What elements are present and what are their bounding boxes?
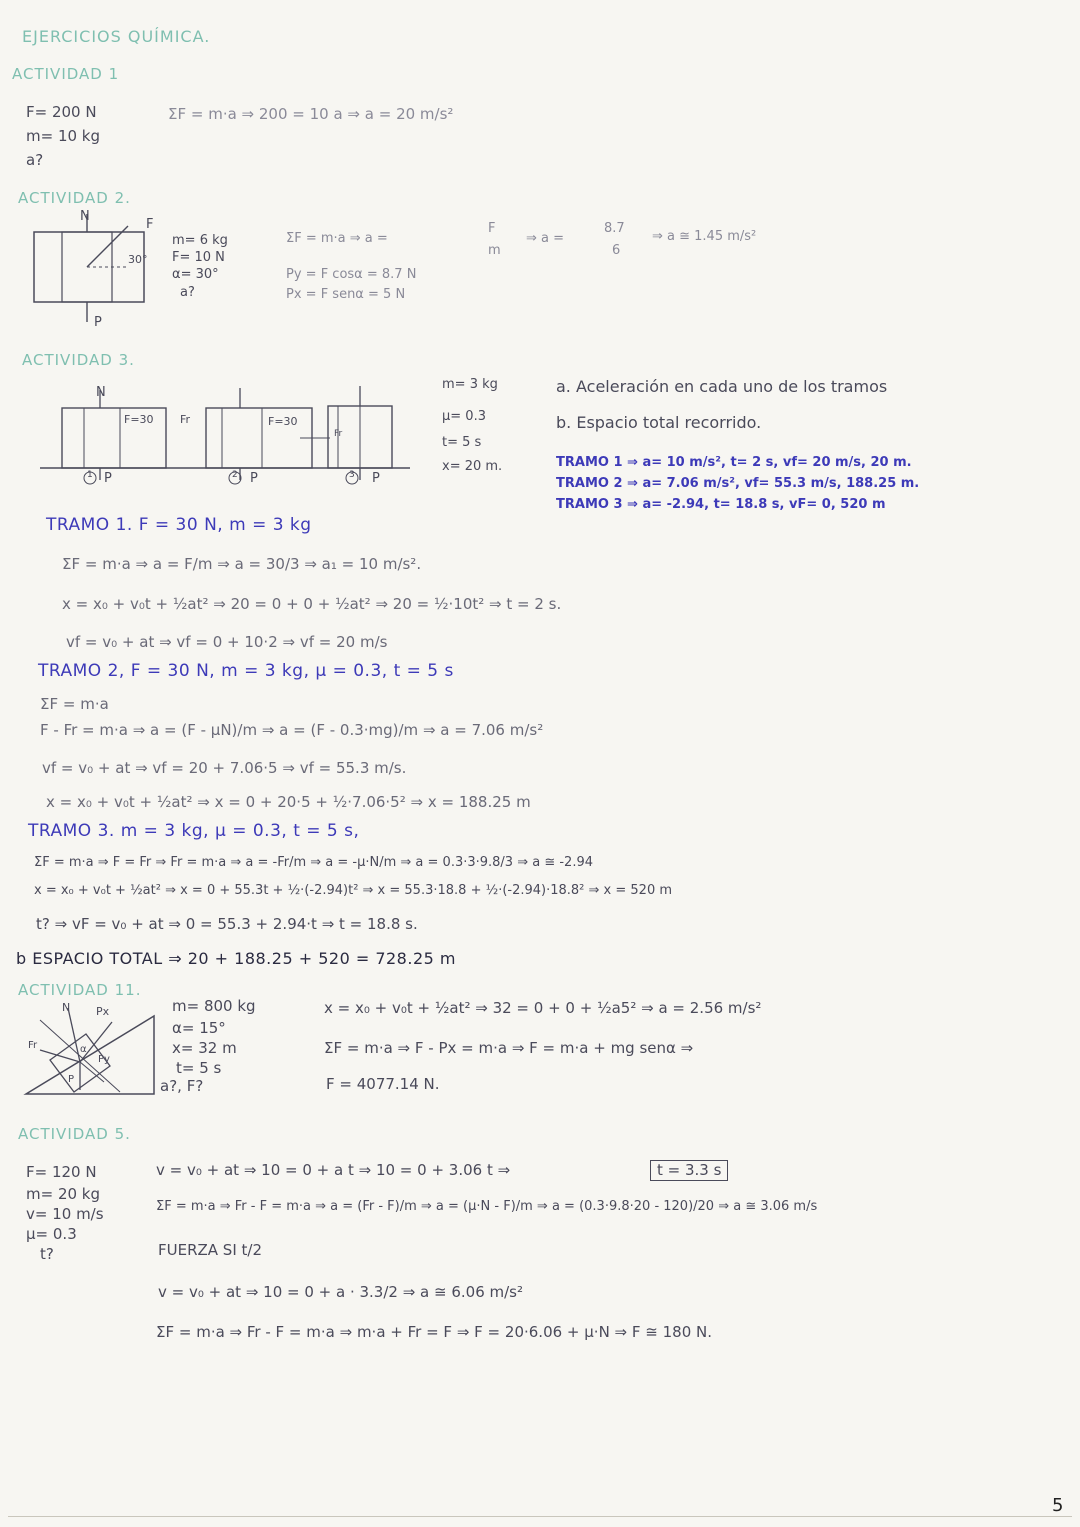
act5-line1: v = v₀ + at ⇒ 10 = 0 + a t ⇒ 10 = 0 + 3.06 t ⇒ [156, 1161, 511, 1179]
act3-tramo1-line3: vf = v₀ + at ⇒ vf = 0 + 10·2 ⇒ vf = 20 m/s [66, 633, 388, 651]
act1-given-mass: m= 10 kg [26, 127, 101, 145]
act11-line2: ΣF = m·a ⇒ F - Px = m·a ⇒ F = m·a + mg senα ⇒ [324, 1039, 694, 1057]
page-bottom-edge [8, 1516, 1072, 1517]
act2-label-p: P [94, 315, 102, 330]
act3-given-mass: m= 3 kg [442, 377, 498, 392]
act2-heading: ACTIVIDAD 2. [18, 189, 131, 207]
act11-label-alpha: α [80, 1044, 87, 1055]
act3-tramo3-line3: t? ⇒ vF = v₀ + at ⇒ 0 = 55.3 + 2.94·t ⇒ t = 18.8 s. [36, 915, 418, 933]
act2-frac-den: m [488, 243, 501, 258]
act3-label-p1: P [104, 471, 112, 486]
act2-frac2-num: 8.7 [604, 221, 625, 236]
act1-given-force: F= 200 N [26, 103, 97, 121]
act2-label-f: F [146, 217, 154, 232]
act2-label-angle: 30° [128, 253, 148, 266]
act11-label-p: P [68, 1074, 75, 1085]
act5-line3: FUERZA SI t/2 [158, 1241, 263, 1259]
act3-tramo1-title: TRAMO 1. F = 30 N, m = 3 kg [46, 515, 312, 535]
act11-incline-diagram [20, 1000, 160, 1100]
act11-given-question: a?, F? [160, 1077, 204, 1095]
act5-line5: ΣF = m·a ⇒ Fr - F = m·a ⇒ m·a + Fr = F ⇒ F = 20·6.06 + μ·N ⇒ F ≅ 180 N. [156, 1323, 713, 1341]
act3-tramo2-line2: F - Fr = m·a ⇒ a = (F - μN)/m ⇒ a = (F - 0.3·mg)/m ⇒ a = 7.06 m/s² [40, 721, 544, 739]
act2-py: Py = F cosα = 8.7 N [286, 267, 417, 282]
act3-tramo3-title: TRAMO 3. m = 3 kg, μ = 0.3, t = 5 s, [28, 821, 360, 841]
act3-tramo2-line1: ΣF = m·a [40, 695, 109, 713]
act2-frac2-den: 6 [612, 243, 621, 258]
act11-given-angle: α= 15° [172, 1019, 226, 1037]
act2-px: Px = F senα = 5 N [286, 287, 406, 302]
act3-label-fr2: Fr [334, 429, 343, 439]
act5-boxed-result: t = 3.3 s [650, 1160, 728, 1181]
act2-result: ⇒ a ≅ 1.45 m/s² [652, 229, 757, 244]
act5-given-question: t? [40, 1245, 54, 1263]
act3-summary-tramo2: TRAMO 2 ⇒ a= 7.06 m/s², vf= 55.3 m/s, 188.25 m. [556, 476, 920, 491]
act5-line4: v = v₀ + at ⇒ 10 = 0 + a · 3.3/2 ⇒ a ≅ 6.06 m/s² [158, 1283, 524, 1301]
act1-given-question: a? [26, 151, 44, 169]
act3-given-time: t= 5 s [442, 435, 482, 450]
act3-heading: ACTIVIDAD 3. [22, 351, 135, 369]
act5-line2: ΣF = m·a ⇒ Fr - F = m·a ⇒ a = (Fr - F)/m ⇒ a = (μ·N - F)/m ⇒ a = (0.3·9.8·20 - 120)/20 ⇒ a ≅ 3.06 m/s [156, 1199, 818, 1214]
act2-given-angle: α= 30° [172, 267, 219, 282]
act11-given-distance: x= 32 m [172, 1039, 237, 1057]
act2-given-question: a? [180, 285, 195, 300]
act2-given-mass: m= 6 kg [172, 233, 228, 248]
act3-summary-tramo1: TRAMO 1 ⇒ a= 10 m/s², t= 2 s, vf= 20 m/s, 20 m. [556, 455, 912, 470]
act11-line3: F = 4077.14 N. [326, 1075, 440, 1093]
act11-label-py: Py [98, 1054, 110, 1065]
act2-label-n: N [80, 209, 90, 224]
act3-tramo2-title: TRAMO 2, F = 30 N, m = 3 kg, μ = 0.3, t = 5 s [38, 661, 454, 681]
act11-heading: ACTIVIDAD 11. [18, 981, 142, 999]
act3-label-three: 3 [349, 470, 355, 480]
act5-heading: ACTIVIDAD 5. [18, 1125, 131, 1143]
act3-question-b: b. Espacio total recorrido. [556, 413, 762, 432]
act2-block-diagram [24, 209, 164, 332]
act5-given-mu: μ= 0.3 [26, 1225, 77, 1243]
act3-given-distance: x= 20 m. [442, 459, 503, 474]
act3-tramo2-line3: vf = v₀ + at ⇒ vf = 20 + 7.06·5 ⇒ vf = 55.3 m/s. [42, 759, 407, 777]
page-title: EJERCICIOS QUÍMICA. [22, 27, 211, 46]
act1-heading: ACTIVIDAD 1 [12, 65, 120, 83]
act11-label-fr: Fr [28, 1040, 38, 1051]
act3-given-mu: μ= 0.3 [442, 409, 486, 424]
act3-tramo3-line1: ΣF = m·a ⇒ F = Fr ⇒ Fr = m·a ⇒ a = -Fr/m ⇒ a = -μ·N/m ⇒ a = 0.3·3·9.8/3 ⇒ a ≅ -2.94 [34, 855, 593, 870]
act11-line1: x = x₀ + v₀t + ½at² ⇒ 32 = 0 + 0 + ½a5² ⇒ a = 2.56 m/s² [324, 999, 762, 1017]
act11-given-mass: m= 800 kg [172, 997, 256, 1015]
act11-label-n: N [62, 1001, 71, 1014]
act5-given-velocity: v= 10 m/s [26, 1205, 104, 1223]
act3-label-f30a: F=30 [124, 413, 154, 426]
act3-tramo3-line2: x = x₀ + v₀t + ½at² ⇒ x = 0 + 55.3t + ½·(-2.94)t² ⇒ x = 55.3·18.8 + ½·(-2.94)·18.8² ⇒ x = 520 m [34, 883, 673, 898]
page-number: 5 [1052, 1495, 1064, 1516]
act11-given-time: t= 5 s [176, 1059, 222, 1077]
act2-frac-num: F [488, 221, 496, 236]
act3-label-n: N [96, 385, 106, 400]
act3-label-two: 2 [232, 470, 238, 480]
act3-label-p3: P [372, 471, 380, 486]
act3-label-f30b: F=30 [268, 415, 298, 428]
act1-work: ΣF = m·a ⇒ 200 = 10 a ⇒ a = 20 m/s² [168, 105, 454, 123]
act3-tramo1-line1: ΣF = m·a ⇒ a = F/m ⇒ a = 30/3 ⇒ a₁ = 10 m/s². [62, 555, 422, 573]
act5-given-mass: m= 20 kg [26, 1185, 101, 1203]
act11-label-px: Px [96, 1005, 110, 1018]
act5-given-force: F= 120 N [26, 1163, 97, 1181]
act2-work-mid: ⇒ a = [526, 231, 565, 246]
act3-tramo1-line2: x = x₀ + v₀t + ½at² ⇒ 20 = 0 + 0 + ½at² ⇒ 20 = ½·10t² ⇒ t = 2 s. [62, 595, 562, 613]
act3-tramo2-line4: x = x₀ + v₀t + ½at² ⇒ x = 0 + 20·5 + ½·7.06·5² ⇒ x = 188.25 m [46, 793, 531, 811]
act3-label-one: 1 [87, 470, 93, 480]
act3-label-fr: Fr [180, 413, 191, 426]
act3-label-p2: P [250, 471, 258, 486]
act3-question-a: a. Aceleración en cada uno de los tramos [556, 377, 888, 396]
act3-total-distance: b ESPACIO TOTAL ⇒ 20 + 188.25 + 520 = 728.25 m [16, 949, 456, 968]
act3-summary-tramo3: TRAMO 3 ⇒ a= -2.94, t= 18.8 s, vF= 0, 520 m [556, 497, 886, 512]
act2-given-force: F= 10 N [172, 250, 225, 265]
act2-work-sum: ΣF = m·a ⇒ a = [286, 231, 388, 246]
